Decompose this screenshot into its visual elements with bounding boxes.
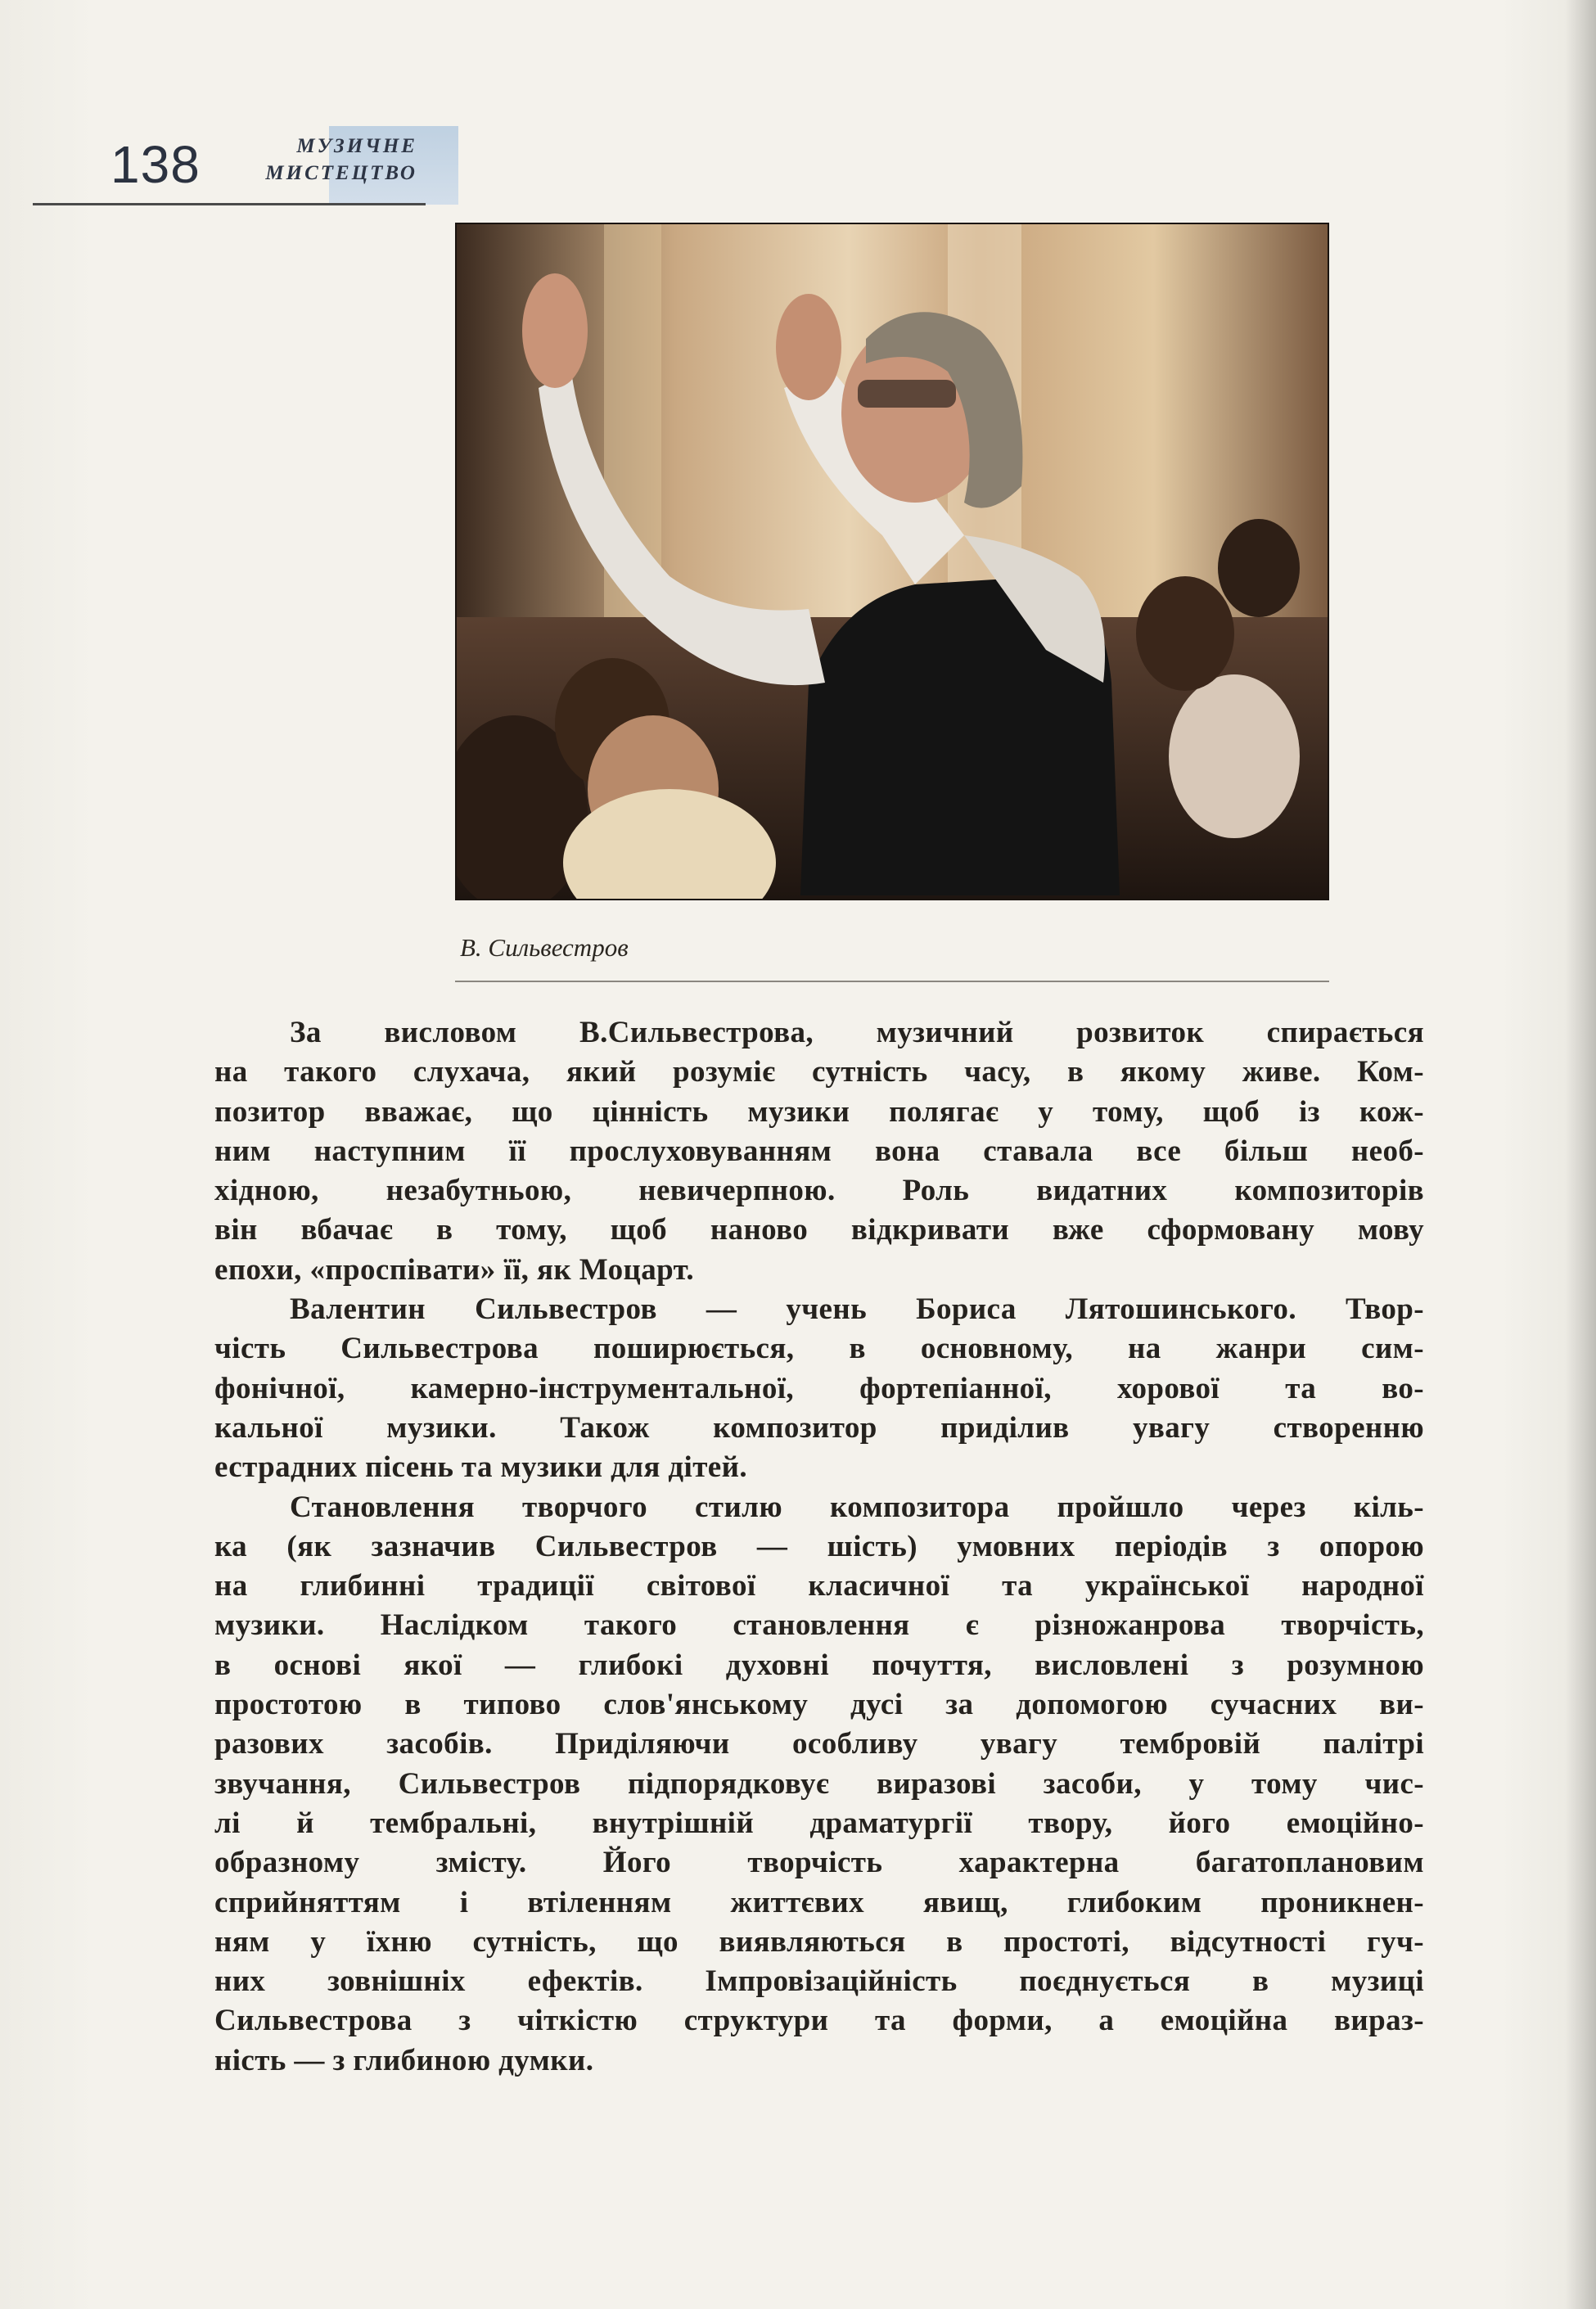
text-line: естрадних пісень та музики для дітей. bbox=[214, 1450, 747, 1485]
text-line: епохи, «проспівати» її, як Моцарт. bbox=[214, 1252, 695, 1287]
text-line: ка (як зазначив Сильвестров — шість) умовних періодів з опорою bbox=[214, 1529, 1424, 1563]
text-line: кальної музики. Також композитор приділив увагу створенню bbox=[214, 1410, 1424, 1445]
page-header bbox=[33, 121, 426, 211]
section-title-line2: МИСТЕЦТВО bbox=[265, 162, 417, 184]
header-rule bbox=[33, 203, 426, 205]
text-line: на глибинні традиції світової класичної та української народної bbox=[214, 1569, 1424, 1603]
text-line: він вбачає в тому, щоб наново відкривати вже сформовану мову bbox=[214, 1213, 1424, 1247]
text-line: чість Сильвестрова поширюється, в основному, на жанри сим- bbox=[214, 1332, 1424, 1366]
text-line: Сильвестрова з чіткістю структури та форми, а емоційна вираз- bbox=[214, 2004, 1424, 2038]
text-line: Становлення творчого стилю композитора пройшло через кіль- bbox=[290, 1490, 1424, 1524]
text-line: За висловом В.Сильвестрова, музичний розвиток спирається bbox=[290, 1016, 1424, 1049]
text-line: ність — з глибиною думки. bbox=[214, 2043, 594, 2077]
conductor-photo-illustration bbox=[457, 224, 1328, 899]
page-spine-shadow bbox=[1565, 0, 1596, 2309]
section-title-line1: МУЗИЧНЕ bbox=[296, 135, 417, 157]
text-line: позитор вважає, що цінність музики полягає у тому, щоб із кож- bbox=[214, 1094, 1424, 1129]
text-line: на такого слухача, який розуміє сутність часу, в якому живе. Ком- bbox=[214, 1055, 1424, 1089]
text-line: Валентин Сильвестров — учень Бориса Лятошинського. Твор- bbox=[290, 1292, 1424, 1327]
section-title bbox=[205, 133, 417, 187]
text-line: фонічної, камерно-інструментальної, фортепіанної, хорової та во- bbox=[214, 1371, 1424, 1405]
body-text bbox=[214, 1013, 1424, 2081]
text-line: них зовнішніх ефектів. Імпровізаційність поєднується в музиці bbox=[214, 1964, 1424, 1999]
text-line: в основі якої — глибокі духовні почуття, висловлені з розумною bbox=[214, 1648, 1424, 1682]
text-line: лі й тембральні, внутрішній драматургії твору, його емоційно- bbox=[214, 1806, 1424, 1840]
conductor-photo bbox=[455, 223, 1329, 900]
text-line: ням у їхню сутність, що виявляються в простоті, відсутності гуч- bbox=[214, 1924, 1424, 1959]
text-line: сприйняттям і втіленням життєвих явищ, глибоким проникнен- bbox=[214, 1885, 1424, 1919]
text-line: разових засобів. Приділяючи особливу увагу тембровій палітрі bbox=[214, 1727, 1424, 1761]
photo-caption: В. Сильвестров bbox=[460, 933, 629, 962]
page-number: 138 bbox=[110, 135, 201, 194]
text-line: музики. Наслідком такого становлення є різножанрова творчість, bbox=[214, 1608, 1424, 1643]
text-line: ним наступним її прослуховуванням вона ставала все більш необ- bbox=[214, 1134, 1424, 1168]
text-line: образному змісту. Його творчість характерна багатоплановим bbox=[214, 1846, 1424, 1880]
text-line: простотою в типово слов'янському дусі за допомогою сучасних ви- bbox=[214, 1688, 1424, 1722]
caption-rule bbox=[455, 981, 1329, 982]
text-line: звучання, Сильвестров підпорядковує виразові засоби, у тому чис- bbox=[214, 1766, 1424, 1801]
text-line: хідною, незабутньою, невичерпною. Роль видатних композиторів bbox=[214, 1174, 1424, 1208]
